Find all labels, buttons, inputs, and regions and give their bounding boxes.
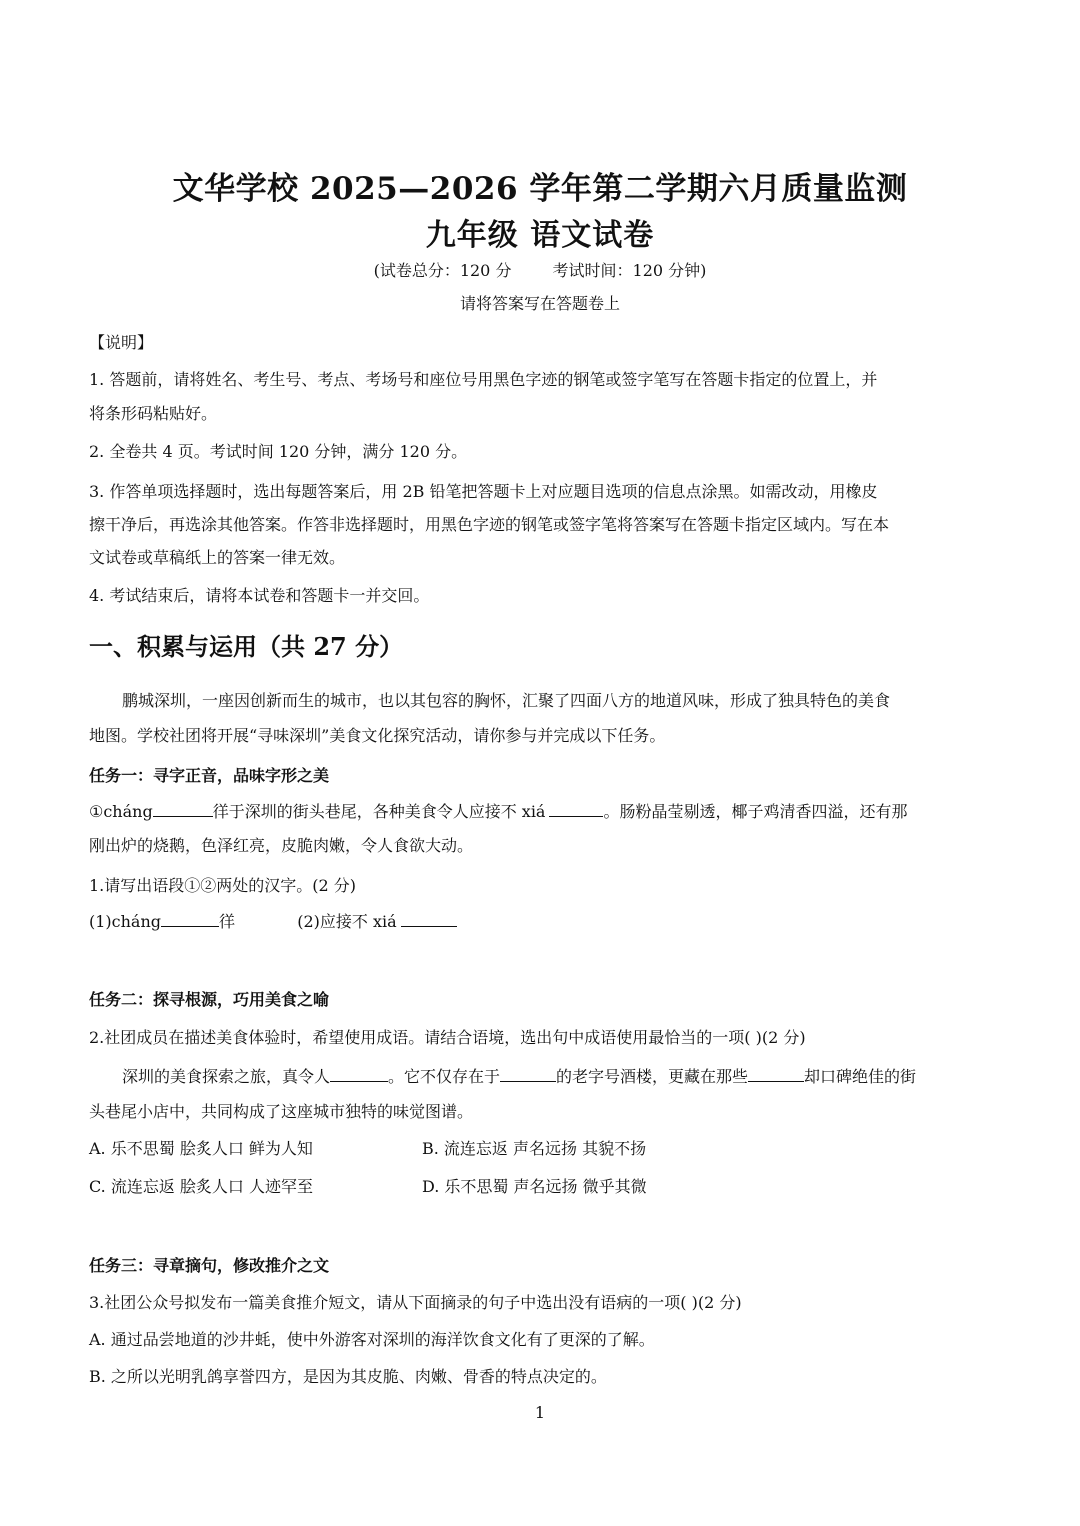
blank-2[interactable] — [549, 802, 603, 817]
answer-1-suffix: 徉 — [219, 912, 236, 931]
answer-1-prefix: (1)cháng — [89, 912, 162, 931]
instruction-1-line2: 将条形码粘贴好。 — [89, 404, 218, 423]
instruction-3-line2: 擦干净后，再选涂其他答案。作答非选择题时，用黑色字迹的钢笔或签字笔将答案写在答题卡指定区域内。写在本 — [89, 515, 890, 534]
passage-part-c: 的老字号酒楼，更藏在那些 — [556, 1067, 749, 1086]
intro-line1: 鹏城深圳，一座因创新而生的城市，也以其包容的胸怀，汇聚了四面八方的地道风味，形成了独具特色的美食 — [122, 691, 891, 710]
task2-passage-line2: 头巷尾小店中，共同构成了这座城市独特的味觉图谱。 — [89, 1102, 474, 1121]
passage-part-b: 。它不仅存在于 — [388, 1067, 501, 1086]
q2-option-d[interactable]: D. 乐不思蜀 声名远扬 微乎其微 — [422, 1177, 647, 1196]
exam-subtitle: 九年级 语文试卷 — [425, 218, 655, 253]
exam-time: 考试时间：120 分钟) — [552, 261, 707, 280]
passage-part-a: 深圳的美食探索之旅，真令人 — [122, 1067, 331, 1086]
passage-blank-3[interactable] — [748, 1067, 804, 1082]
answer-2-blank[interactable] — [401, 912, 457, 927]
instruction-3-line3: 文试卷或草稿纸上的答案一律无效。 — [89, 548, 346, 567]
question-1-answers — [89, 909, 457, 932]
task1-passage-text: 徉于深圳的街头巷尾，各种美食令人应接不 xiá — [212, 802, 546, 821]
passage-blank-1[interactable] — [330, 1067, 388, 1082]
blank-1[interactable] — [153, 802, 213, 817]
q2-option-a[interactable]: A. 乐不思蜀 脍炙人口 鲜为人知 — [89, 1139, 313, 1158]
task1-passage-line1 — [89, 799, 908, 822]
question-1: 1.请写出语段①②两处的汉字。(2 分) — [89, 876, 357, 895]
total-score: (试卷总分：120 分 — [373, 261, 512, 280]
page-number: 1 — [534, 1403, 546, 1422]
task1-heading: 任务一：寻字正音，品味字形之美 — [89, 766, 330, 785]
instructions-heading: 【说明】 — [89, 333, 154, 352]
exam-title: 文华学校 2025—2026 学年第二学期六月质量监测 — [172, 171, 908, 207]
question-2: 2.社团成员在描述美食体验时，希望使用成语。请结合语境，选出句中成语使用最恰当的一项( )(2 分) — [89, 1028, 806, 1047]
q2-option-c[interactable]: C. 流连忘返 脍炙人口 人迹罕至 — [89, 1177, 314, 1196]
task1-passage-line2: 刚出炉的烧鹅，色泽红亮，皮脆肉嫩，令人食欲大动。 — [89, 836, 474, 855]
instruction-3-line1: 3. 作答单项选择题时，选出每题答案后，用 2B 铅笔把答题卡上对应题目选项的信息点涂黑。如需改动，用橡皮 — [89, 482, 878, 501]
task2-passage-line1 — [122, 1064, 916, 1087]
q3-option-a[interactable]: A. 通过品尝地道的沙井蚝，使中外游客对深圳的海洋饮食文化有了更深的了解。 — [89, 1330, 655, 1349]
answer-note: 请将答案写在答题卷上 — [459, 294, 620, 313]
passage-blank-2[interactable] — [500, 1067, 556, 1082]
section-heading: 一、积累与运用（共 27 分） — [89, 632, 404, 661]
task2-heading: 任务二：探寻根源，巧用美食之喻 — [89, 990, 330, 1009]
task1-passage-tail: 。肠粉晶莹剔透，椰子鸡清香四溢，还有那 — [603, 802, 908, 821]
instruction-2: 2. 全卷共 4 页。考试时间 120 分钟，满分 120 分。 — [89, 442, 468, 461]
q2-option-b[interactable]: B. 流连忘返 声名远扬 其貌不扬 — [422, 1139, 647, 1158]
exam-meta — [0, 258, 1080, 281]
intro-line2: 地图。学校社团将开展“寻味深圳”美食文化探究活动，请你参与并完成以下任务。 — [89, 726, 666, 745]
instruction-4: 4. 考试结束后，请将本试卷和答题卡一并交回。 — [89, 586, 430, 605]
instruction-1-line1: 1. 答题前，请将姓名、考生号、考点、考场号和座位号用黑色字迹的钢笔或签字笔写在答题卡指定的位置上，并 — [89, 370, 878, 389]
answer-1-blank[interactable] — [161, 912, 219, 927]
task1-pinyin-a: ①cháng — [89, 802, 153, 821]
passage-part-d: 却口碑绝佳的街 — [804, 1067, 917, 1086]
question-3: 3.社团公众号拟发布一篇美食推介短文，请从下面摘录的句子中选出没有语病的一项( )(2 分) — [89, 1293, 742, 1312]
q3-option-b[interactable]: B. 之所以光明乳鸽享誉四方，是因为其皮脆、肉嫩、骨香的特点决定的。 — [89, 1367, 607, 1386]
task3-heading: 任务三：寻章摘句，修改推介之文 — [89, 1256, 330, 1275]
answer-2-prefix: (2)应接不 xiá — [297, 912, 397, 931]
